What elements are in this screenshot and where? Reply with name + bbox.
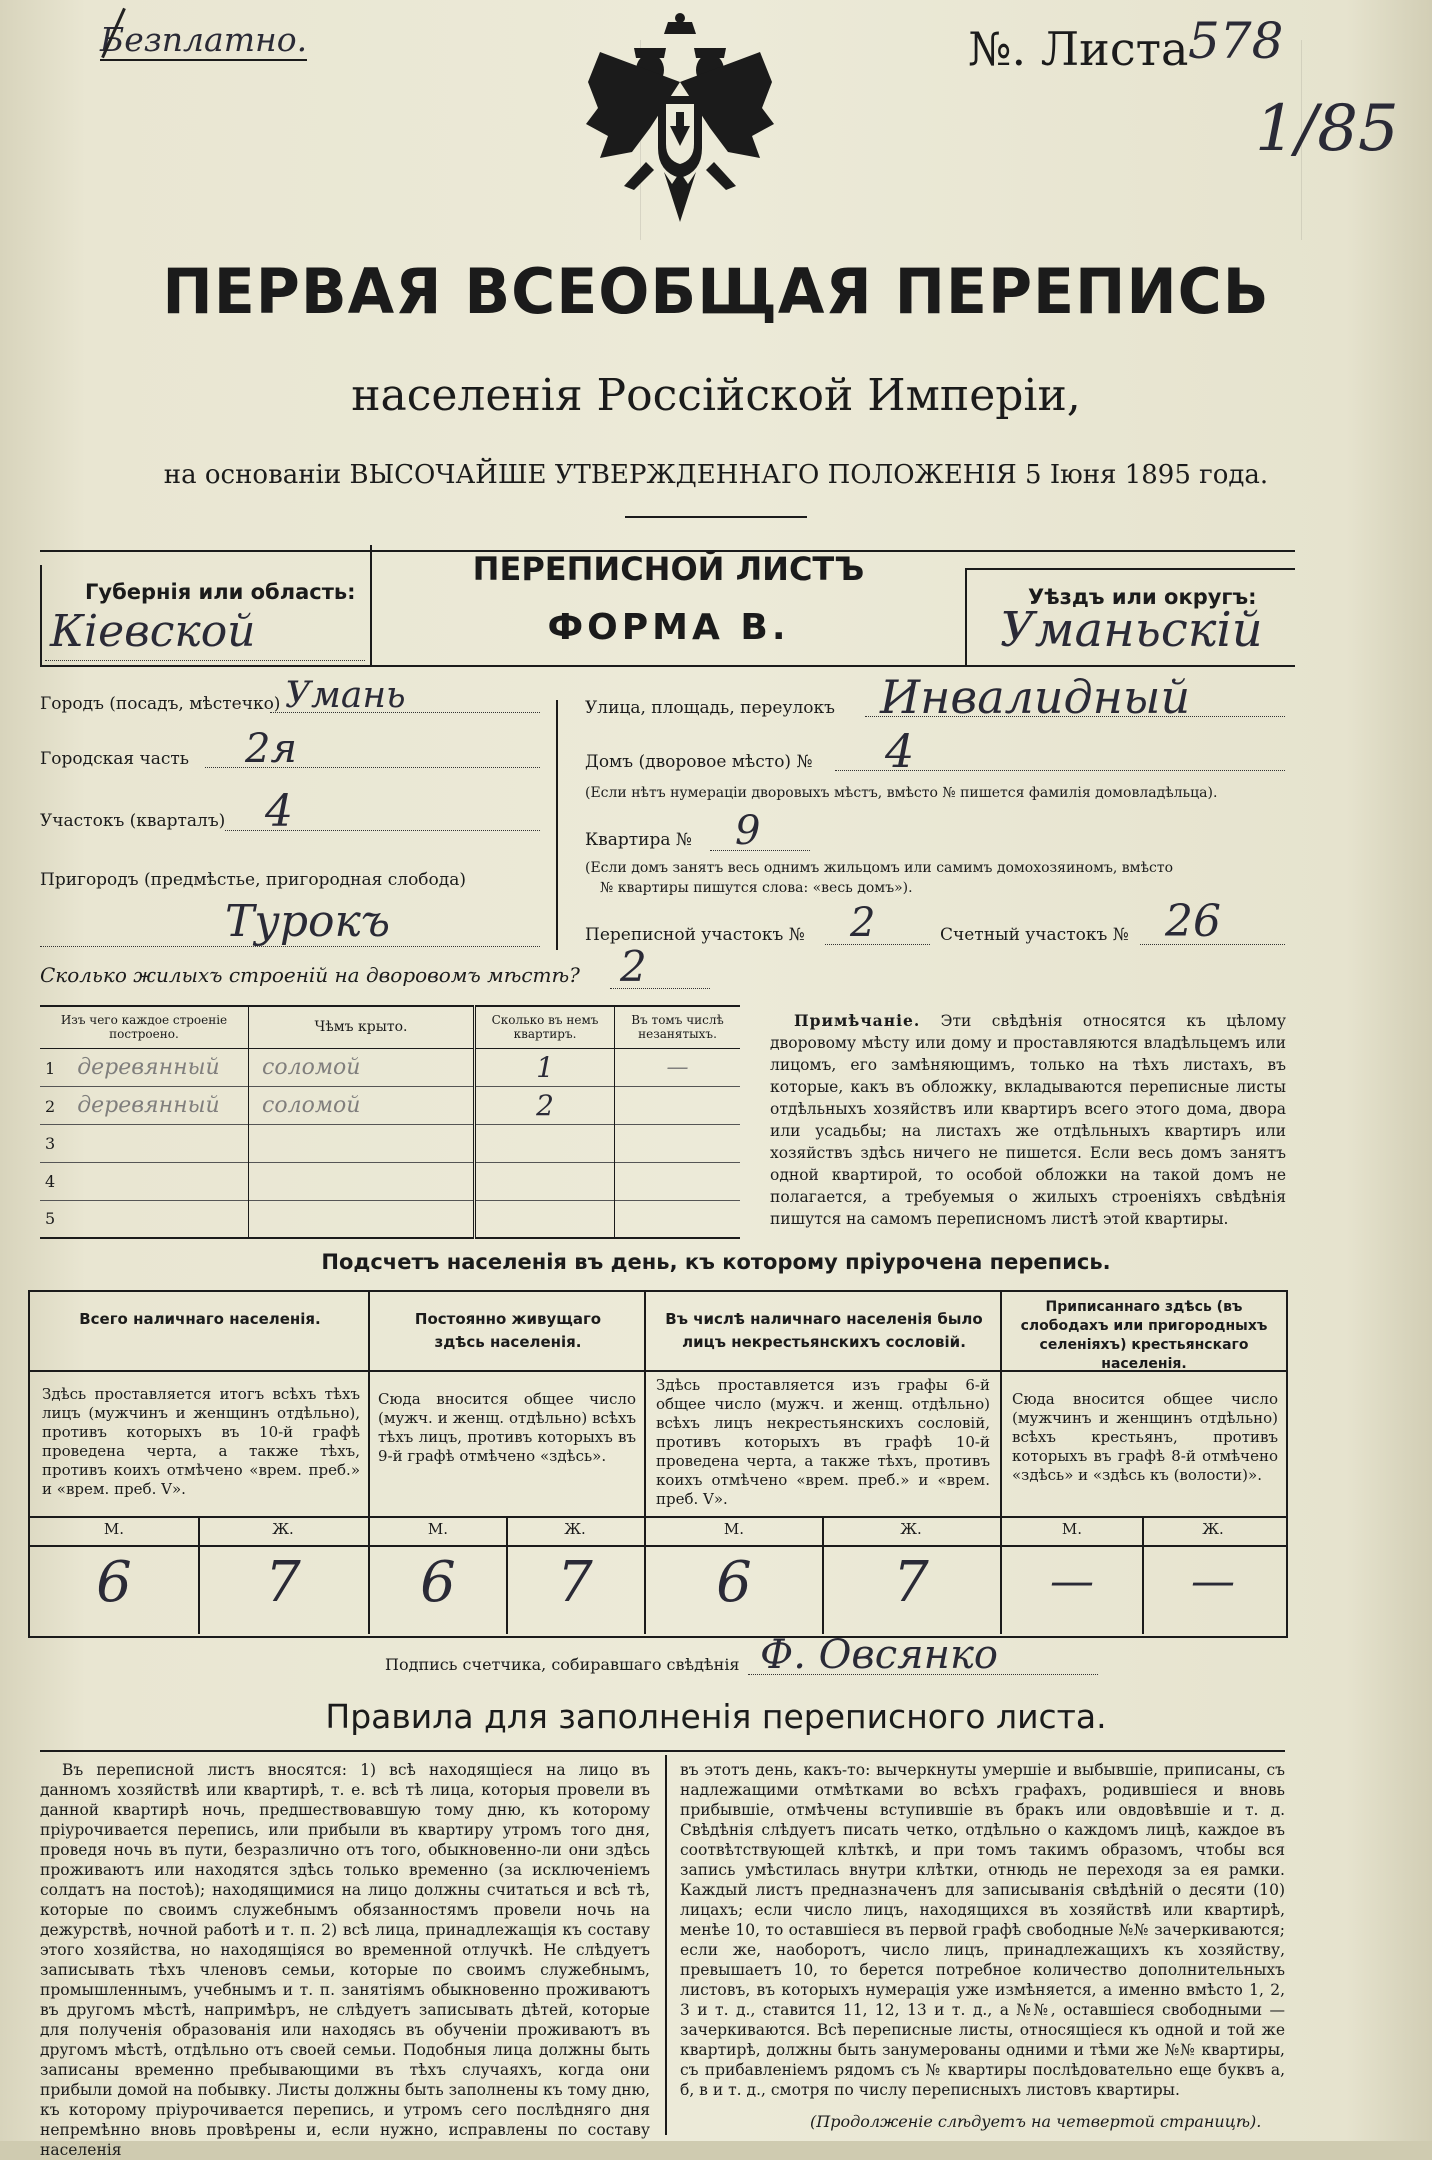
flat-note-2: № квартиры пишутся слова: «весь домъ»). — [600, 880, 913, 896]
row-number: 4 — [45, 1171, 56, 1191]
count-col3-m: 6 — [716, 1550, 752, 1615]
rules-top-rule — [40, 1750, 1285, 1752]
table-row — [40, 1048, 740, 1086]
header-rule-left-bracket — [40, 565, 42, 667]
count-col1-m-label: М. — [103, 1520, 125, 1538]
row-material: деревянный — [77, 1054, 220, 1080]
signature-line — [748, 1674, 1098, 1675]
row-number: 1 — [45, 1058, 56, 1078]
count-plot-line — [1140, 944, 1285, 945]
signature-label: Подпись счетчика, собиравшаго свѣдѣнія — [385, 1655, 740, 1674]
count-col4-m-label: М. — [1061, 1520, 1083, 1538]
col-flats-header: Сколько въ немъ квартиръ. — [475, 1006, 615, 1048]
count-col4-f: — — [1191, 1556, 1235, 1607]
house-value: 4 — [885, 724, 915, 778]
house-label: Домъ (дворовое мѣсто) № — [585, 752, 813, 772]
sheet-number-hand-2: 1/85 — [1255, 92, 1399, 166]
census-plot-label: Переписной участокъ № — [585, 925, 805, 945]
count-plot-label: Счетный участокъ № — [940, 925, 1129, 945]
flat-label: Квартира № — [585, 830, 692, 850]
count-col2-f-label: Ж. — [564, 1520, 586, 1538]
count-title: Подсчетъ населенія въ день, къ которому пріурочена перепись. — [321, 1250, 1111, 1274]
count-col3-head: Въ числѣ наличнаго населенія было лицъ некрестьянскихъ сословій. — [665, 1310, 983, 1351]
row-roof: соломой — [262, 1092, 361, 1118]
buildings-answer: 2 — [620, 942, 647, 991]
row-flats: 2 — [536, 1088, 554, 1122]
city-line — [270, 712, 540, 713]
table-row — [40, 1162, 740, 1200]
house-note: (Если нѣтъ нумераціи дворовыхъ мѣстъ, вмѣсто № пишется фамилія домовладѣльца). — [585, 785, 1218, 801]
count-col4-f-label: Ж. — [1202, 1520, 1224, 1538]
row-number: 2 — [45, 1096, 56, 1116]
street-line — [865, 716, 1285, 717]
buildings-note — [770, 1010, 1286, 1230]
street-label: Улица, площадь, переулокъ — [585, 698, 835, 718]
header-rule-right-v — [965, 568, 967, 667]
col-material-header: Изъ чего каждое строеніе построено. — [40, 1006, 249, 1048]
buildings-answer-line — [610, 988, 710, 989]
count-col1-body: Здѣсь проставляется итогъ всѣхъ тѣхъ лицъ (мужчинъ и женщинъ отдѣльно), противъ которыхъ въ 10-й графѣ проведена черта, а также тѣхъ, противъ коихъ отмѣчено «врем. преб.» и «врем. преб. V». — [42, 1385, 360, 1498]
suburb-line — [40, 946, 540, 947]
count-col3-body: Здѣсь проставляется изъ графы 6-й общее число (мужч. и женщ. отдѣльно) всѣхъ лицъ некрестьянскихъ сословій, противъ которыхъ въ графѣ 10-й проведена черта, а также тѣхъ, противъ коихъ отмѣчено «врем. преб.» и «врем. преб. V». — [656, 1376, 990, 1508]
count-col1-m: 6 — [96, 1550, 132, 1615]
row-flats: 1 — [536, 1050, 554, 1084]
row-number: 5 — [45, 1209, 56, 1229]
buildings-table — [40, 1005, 740, 1239]
signature-value: Ф. Овсянко — [760, 1632, 998, 1678]
census-plot-value: 2 — [850, 900, 876, 946]
col-roof-header: Чѣмъ крыто. — [249, 1006, 475, 1048]
note-head: Примѣчаніе. — [794, 1011, 921, 1030]
gubernia-label: Губернія или область: — [85, 580, 356, 604]
count-col2-m: 6 — [420, 1550, 456, 1615]
sheet-number-hand: 578 — [1188, 12, 1284, 70]
flat-value: 9 — [735, 808, 761, 854]
gubernia-value: Кіевской — [50, 606, 256, 657]
count-col1-head: Всего наличнаго населенія. — [79, 1310, 321, 1328]
count-col3-f: 7 — [893, 1550, 929, 1615]
count-col1-f: 7 — [265, 1550, 301, 1615]
main-subtitle: населенія Россійской Имперіи, — [351, 370, 1081, 421]
sheet-number-label: №. Листа — [968, 22, 1189, 76]
city-value: Умань — [285, 675, 406, 716]
uezd-value: Уманьскій — [1000, 602, 1263, 658]
address-divider — [556, 700, 558, 950]
count-col2-m-label: М. — [427, 1520, 449, 1538]
uezd-label: Уѣздъ или округъ: — [1028, 585, 1257, 609]
row-empty: — — [666, 1054, 689, 1080]
part-line — [205, 767, 540, 768]
street-value: Инвалидный — [880, 670, 1191, 724]
rules-continued: (Продолженіе слѣдуетъ на четвертой страницѣ). — [810, 2112, 1262, 2131]
free-stamp — [100, 20, 307, 59]
title-rule — [625, 516, 807, 518]
free-label: Безплатно. — [100, 20, 308, 59]
double-headed-eagle-emblem — [580, 12, 780, 228]
flat-note-1: (Если домъ занятъ весь однимъ жильцомъ или самимъ домохозяиномъ, вмѣсто — [585, 860, 1174, 876]
rules-divider — [665, 1755, 667, 2135]
count-col4-body: Сюда вносится общее число (мужчинъ и женщинъ отдѣльно) всѣхъ крестьянъ, противъ которыхъ въ графѣ 8-й отмѣчено «здѣсь» и «здѣсь къ (волости)». — [1012, 1390, 1278, 1484]
count-col1-f-label: Ж. — [272, 1520, 294, 1538]
count-plot-value: 26 — [1165, 896, 1221, 947]
count-col2-body: Сюда вносится общее число (мужч. и женщ. отдѣльно) всѣхъ тѣхъ лицъ, противъ которыхъ въ 9-й графѣ отмѣчено «здѣсь». — [378, 1390, 636, 1465]
suburb-value: Турокъ — [225, 896, 391, 947]
plot-label: Участокъ (кварталъ) — [40, 811, 226, 831]
part-label: Городская часть — [40, 749, 190, 769]
house-line — [835, 770, 1285, 771]
plot-line — [225, 830, 540, 831]
table-row — [40, 1086, 740, 1124]
count-col3-f-label: Ж. — [900, 1520, 922, 1538]
count-mf-rule-top — [30, 1516, 1286, 1518]
col-empty-header: Въ томъ числѣ незанятыхъ. — [631, 1013, 724, 1042]
form-title: ПЕРЕПИСНОЙ ЛИСТЪ — [472, 550, 865, 588]
plot-value: 4 — [265, 786, 293, 837]
header-rule-bottom — [40, 665, 1295, 667]
row-roof: соломой — [262, 1054, 361, 1080]
city-label: Городъ (посадъ, мѣстечко) — [40, 694, 281, 714]
count-col2-f: 7 — [557, 1550, 593, 1615]
suburb-label: Пригородъ (предмѣстье, пригородная слобода) — [40, 870, 467, 890]
header-rule-right-top — [965, 568, 1295, 570]
count-col3-m-label: М. — [723, 1520, 745, 1538]
count-col4-m: — — [1050, 1556, 1094, 1607]
count-col2-head: Постоянно живущаго здѣсь населенія. — [414, 1310, 602, 1351]
count-col4-head: Приписаннаго здѣсь (въ слободахъ или пригородныхъ селеніяхъ) крестьянскаго населенія. — [1020, 1299, 1268, 1372]
main-decree: на основаніи ВЫСОЧАЙШЕ УТВЕРЖДЕННАГО ПОЛОЖЕНІЯ 5 Іюня 1895 года. — [163, 460, 1269, 490]
census-plot-line — [825, 944, 930, 945]
table-row — [40, 1124, 740, 1162]
row-material: деревянный — [77, 1092, 220, 1118]
main-title: ПЕРВАЯ ВСЕОБЩАЯ ПЕРЕПИСЬ — [162, 255, 1270, 328]
rules-right-column: въ этотъ день, какъ-то: вычеркнуты умершіе и выбывшіе, приписаны, съ надлежащими отмѣтками во всѣхъ графахъ, родившіеся и вновь прибывшіе, отмѣчены вступившіе въ бракъ или овдовѣвшіе и т. д. Свѣдѣнія слѣдуетъ писать четко, отдѣльно о каждомъ лицѣ, каждое въ соотвѣтствующей клѣткѣ, и при томъ такимъ образомъ, чтобы вся запись умѣстилась внутри клѣтки, отнюдь не переходя за ея рамки. Каждый листъ предназначенъ для записыванія свѣдѣній о десяти (10) лицахъ; если число лицъ, находящихся въ хозяйствѣ или квартирѣ, менѣе 10, то оставшіеся въ первой графѣ свободные №№ зачеркиваются; если же, наоборотъ, число лицъ, принадлежащихъ къ хозяйству, превышаетъ 10, то берется потребное количество дополнительныхъ листовъ, въ которыхъ нумерація уже измѣняется, а именно вмѣсто 1, 2, 3 и т. д., ставится 11, 12, 13 и т. д., а №№, оставшіеся свободными — зачеркиваются. Всѣ переписные листы, относящіеся къ одной и той же квартирѣ, должны быть занумерованы одними и тѣми же №№ квартиры, съ прибавленіемъ рядомъ съ № квартиры послѣдовательно еще буквъ а, б, в и т. д., смотря по числу переписныхъ листовъ квартиры. — [680, 1761, 1285, 2099]
flat-line — [710, 850, 810, 851]
gubernia-line — [45, 660, 365, 661]
sheet-number — [968, 22, 1188, 76]
table-row — [40, 1200, 740, 1238]
buildings-question: Сколько жилыхъ строеній на дворовомъ мѣстѣ? — [40, 963, 580, 987]
part-value: 2я — [245, 726, 297, 772]
note-body: Эти свѣдѣнія относятся къ цѣлому дворовому мѣсту или дому и проставляются владѣльцемъ или лицомъ, его замѣняющимъ, только на тѣхъ листахъ, въ которые, какъ въ обложку, вкладываются переписные листы отдѣльныхъ хозяйствъ или квартиръ всего этого дома, двора или усадьбы; на листахъ же отдѣльныхъ квартиръ или хозяйствъ здѣсь ничего не пишется. Если весь домъ занятъ одной квартирой, то особой обложки на такой домъ не полагается, а требуемыя о жилыхъ строеніяхъ свѣдѣнія пишутся на самомъ переписномъ листѣ этой квартиры. — [770, 1012, 1286, 1228]
count-mf-rule — [30, 1545, 1286, 1547]
rules-title: Правила для заполненія переписного листа. — [325, 1697, 1107, 1736]
rules-left-column: Въ переписной листъ вносятся: 1) всѣ находящіеся на лицо въ данномъ хозяйствѣ или квартирѣ, т. е. всѣ тѣ лица, которыя провели въ данной квартирѣ ночь, предшествовавшую тому дню, къ которому пріурочивается перепись, или прибыли въ квартиру утромъ того дня, проведя ночь въ пути, безразлично отъ того, обыкновенно-ли они здѣсь проживаютъ или находятся здѣсь только временно (за исключеніемъ солдатъ на постоѣ); находящимися на лицо должны считаться и всѣ тѣ, которые по своимъ служебнымъ обязанностямъ провели ночь на дежурствѣ, ночной работѣ и т. п. 2) всѣ лица, принадлежащія къ составу этого хозяйства, но находящіяся во временной отлучкѣ. Не слѣдуетъ записывать тѣхъ членовъ семьи, которые по своимъ служебнымъ, промышленнымъ, учебнымъ и т. п. занятіямъ обыкновенно проживаютъ въ другомъ мѣстѣ, напримѣръ, не слѣдуетъ записывать дѣтей, которые для полученія образованія или находясь въ обученіи проживаютъ въ другомъ мѣстѣ, отдѣльно отъ своей семьи. Подобныя лица должны быть записаны временно пребывающими въ тѣхъ случаяхъ, когда они прибыли домой на побывку. Листы должны быть заполнены къ тому дню, къ которому пріурочивается перепись, и утромъ сего послѣдняго дня непремѣнно вновь провѣрены и, если нужно, исправлены по составу населенія — [40, 1761, 650, 2159]
form-subtitle: ФОРМА В. — [547, 607, 790, 648]
row-number: 3 — [45, 1133, 56, 1153]
